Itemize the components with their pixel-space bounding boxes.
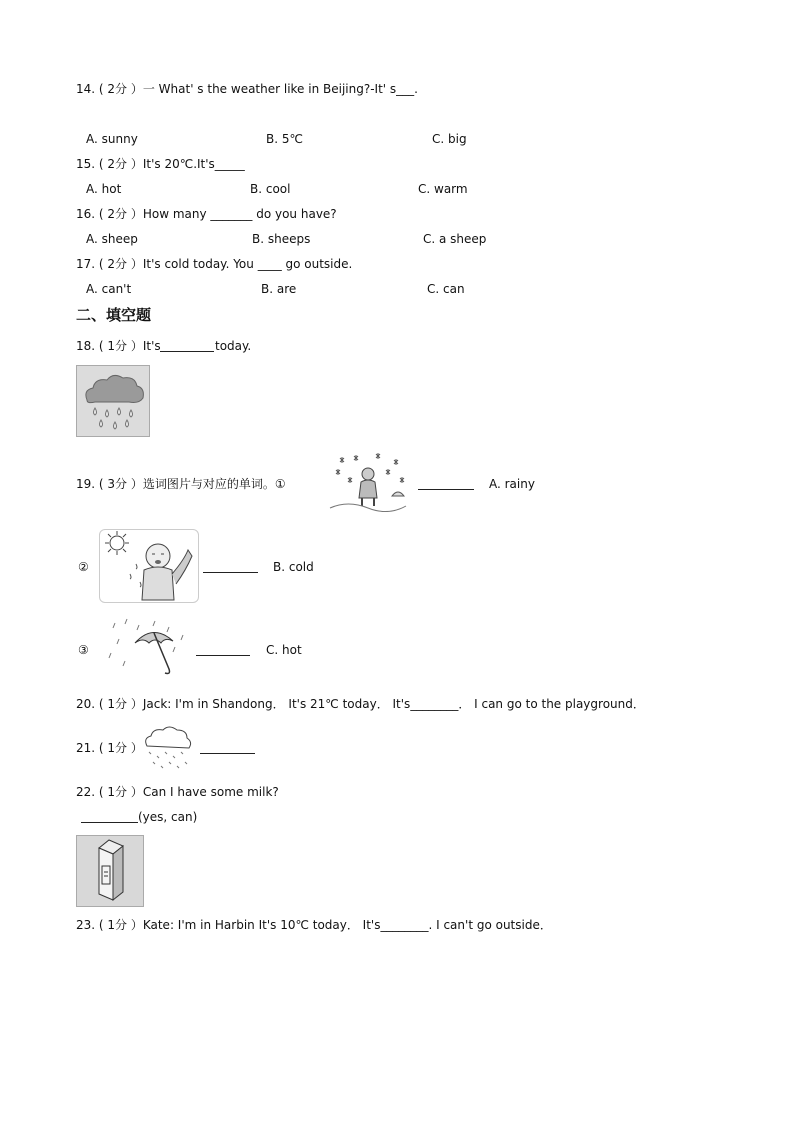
q19-blank-1[interactable] xyxy=(418,477,474,490)
q19-blank-2[interactable] xyxy=(203,560,258,573)
q19-blank-3[interactable] xyxy=(196,643,250,656)
q15-stem: 15. ( 2分 ）It's 20℃.It's_____ xyxy=(76,157,245,171)
q19-stem: 19. ( 3分 ）选词图片与对应的单词。① xyxy=(76,477,286,491)
q17-option-b[interactable]: B. are xyxy=(261,282,297,296)
q21-answer-blank[interactable] xyxy=(200,741,255,754)
q19-option-a: A. rainy xyxy=(489,477,535,491)
q21-stem: 21. ( 1分 ） xyxy=(76,741,143,755)
section-heading: 二、填空题 xyxy=(76,306,152,324)
q14-option-c[interactable]: C. big xyxy=(432,132,467,146)
q14-option-b[interactable]: B. 5℃ xyxy=(266,132,303,146)
q19-option-c: C. hot xyxy=(266,643,302,657)
q16-option-a[interactable]: A. sheep xyxy=(86,232,138,246)
q14-option-a[interactable]: A. sunny xyxy=(86,132,138,146)
q18-answer-blank[interactable] xyxy=(160,339,214,352)
snow-child-image xyxy=(328,452,408,512)
q18-suffix: today. xyxy=(215,339,252,353)
q19-option-b: B. cold xyxy=(273,560,314,574)
milk-carton-image xyxy=(76,835,144,907)
q20-stem: 20. ( 1分 ）Jack: I'm in Shandong． It's 21℃ today． It's________． I can go to the playground． xyxy=(76,697,645,711)
hot-child-sun-image xyxy=(99,529,199,603)
q18-prefix: 18. ( 1分 ）It's xyxy=(76,339,161,353)
q15-option-b[interactable]: B. cool xyxy=(250,182,291,196)
q15-option-c[interactable]: C. warm xyxy=(418,182,468,196)
q16-stem: 16. ( 2分 ）How many _______ do you have? xyxy=(76,207,337,221)
rain-cloud-image xyxy=(76,365,150,437)
q22-answer-blank[interactable] xyxy=(81,810,138,823)
snow-cloud-image xyxy=(141,722,193,772)
q16-option-c[interactable]: C. a sheep xyxy=(423,232,487,246)
umbrella-rain-image xyxy=(105,617,191,683)
q17-option-c[interactable]: C. can xyxy=(427,282,465,296)
q22-stem: 22. ( 1分 ）Can I have some milk? xyxy=(76,785,279,799)
q22-hint: (yes, can) xyxy=(138,810,198,824)
q19-number-2: ② xyxy=(78,560,89,574)
q19-number-3: ③ xyxy=(78,643,89,657)
q23-stem: 23. ( 1分 ）Kate: I'm in Harbin It's 10℃ today． It's________. I can't go outside． xyxy=(76,918,552,932)
q15-option-a[interactable]: A. hot xyxy=(86,182,122,196)
q17-option-a[interactable]: A. can't xyxy=(86,282,132,296)
q17-stem: 17. ( 2分 ）It's cold today. You ____ go outside. xyxy=(76,257,353,271)
q14-stem: 14. ( 2分 ）一 What' s the weather like in Beijing?-It' s___. xyxy=(76,82,418,96)
q16-option-b[interactable]: B. sheeps xyxy=(252,232,311,246)
